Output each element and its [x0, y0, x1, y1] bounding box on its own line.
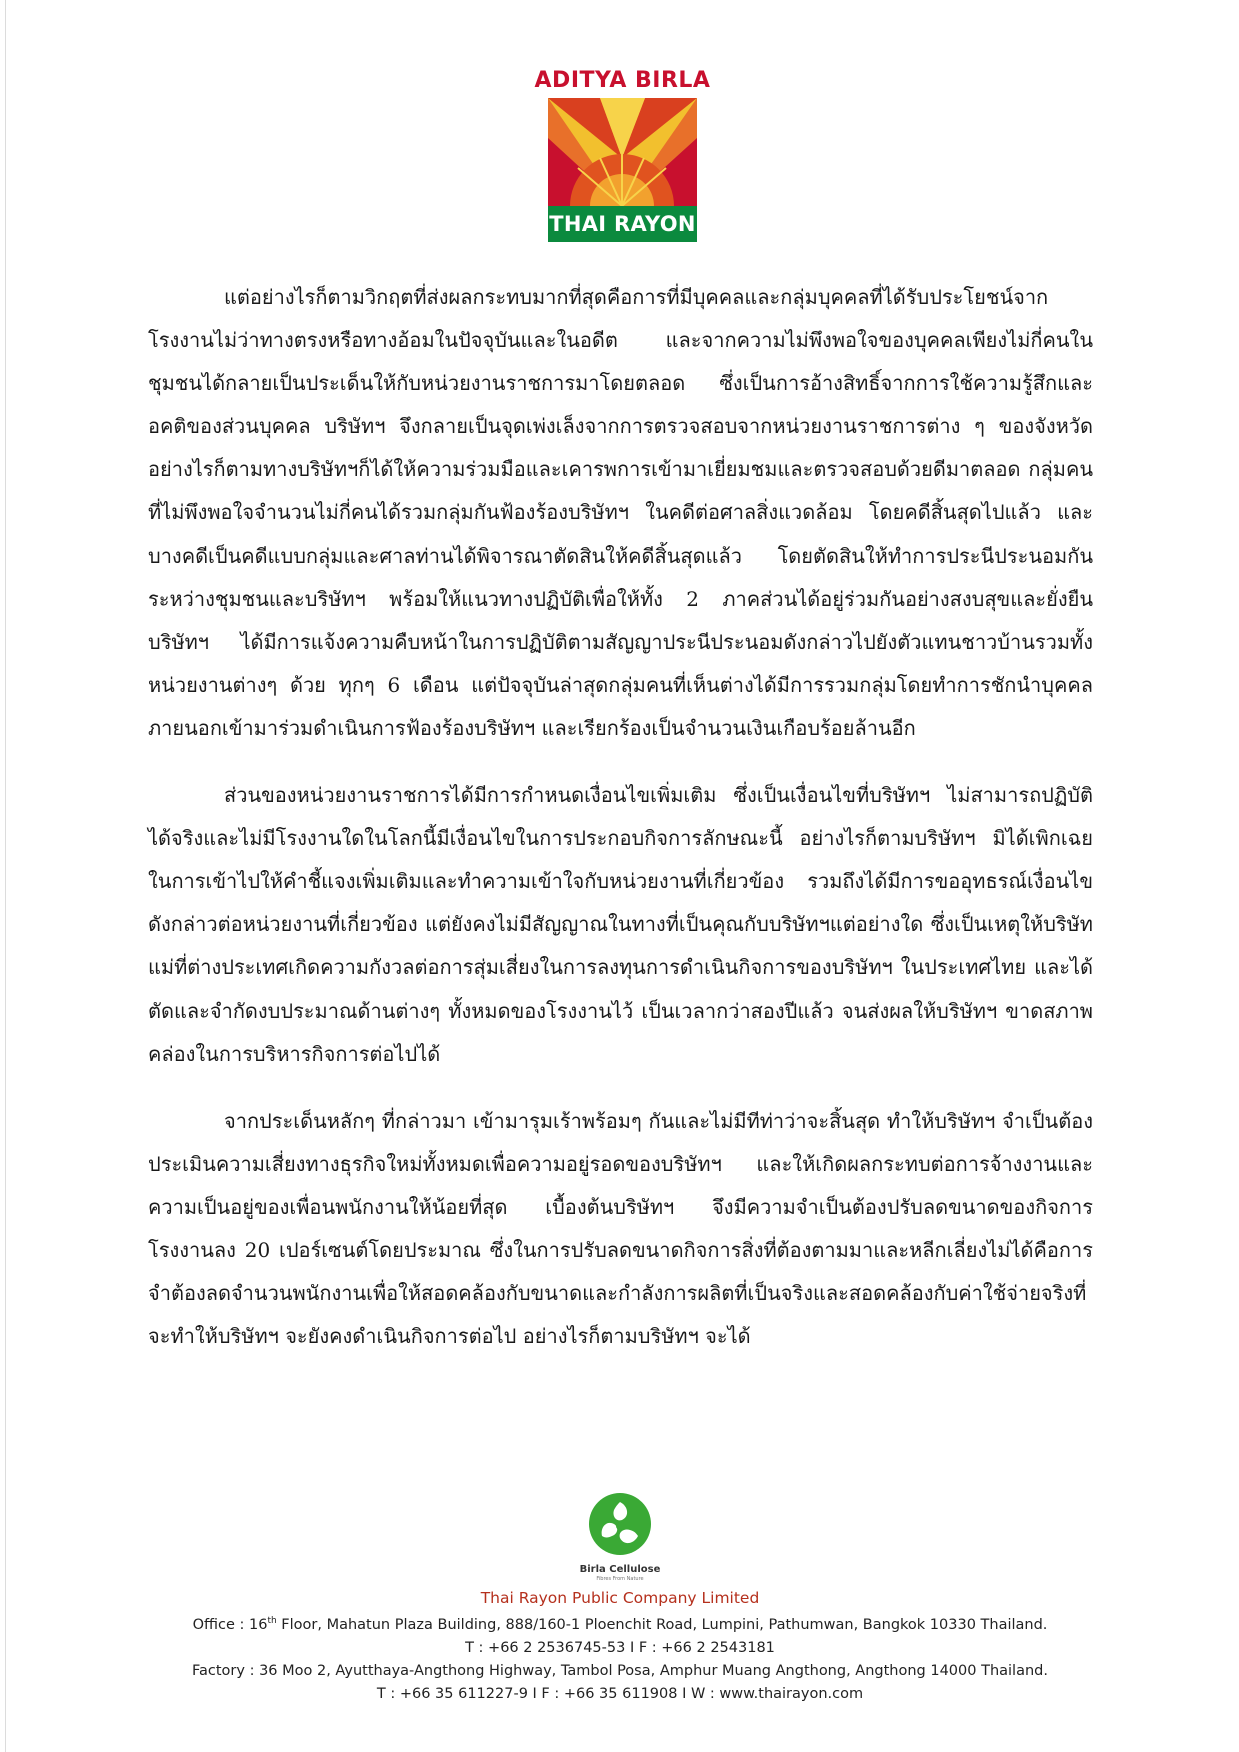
office-address-rest: Floor, Mahatun Plaza Building, 888/160-1 Ploenchit Road, Lumpini, Pathumwan, Bangkok 10330 Thailand.	[276, 1616, 1048, 1633]
logo-top-text: ADITYA BIRLA	[534, 68, 711, 93]
factory-phone: T : +66 35 611227-9 I F : +66 35 611908 I W : www.thairayon.com	[376, 1685, 864, 1702]
letterhead-footer	[100, 1586, 1140, 1706]
factory-address: Factory : 36 Moo 2, Ayutthaya-Angthong Highway, Tambol Posa, Amphur Muang Angthong, Angthong 14000 Thailand.	[192, 1662, 1048, 1679]
cellulose-tagline: Fibres From Nature	[596, 1576, 644, 1582]
office-floor-suffix: th	[267, 1616, 277, 1626]
paragraph-2: ส่วนของหน่วยงานราชการได้มีการกำหนดเงื่อนไขเพิ่มเติม ซึ่งเป็นเงื่อนไขที่บริษัทฯ ไม่สามารถปฏิบัติได้จริงและไม่มีโรงงานใดในโลกนี้มีเงื่อนไขในการประกอบกิจการลักษณะนี้ อย่างไรก็ตามบริษัทฯ มิได้เพิกเฉยในการเข้าไปให้คำชี้แจงเพิ่มเติมและทำความเข้าใจกับหน่วยงานที่เกี่ยวข้อง รวมถึงได้มีการขออุทธรณ์เงื่อนไขดังกล่าวต่อหน่วยงานที่เกี่ยวข้อง แต่ยังคงไม่มีสัญญาณในทางที่เป็นคุณกับบริษัทฯแต่อย่างใด ซึ่งเป็นเหตุให้บริษัทแม่ที่ต่างประเทศเกิดความกังวลต่อการสุ่มเสี่ยงในการลงทุนการดำเนินกิจการของบริษัทฯ ในประเทศไทย และได้ตัดและจำกัดงบประมาณด้านต่างๆ ทั้งหมดของโรงงานไว้ เป็นเวลากว่าสองปีแล้ว จนส่งผลให้บริษัทฯ ขาดสภาพคล่องในการบริหารกิจการต่อไปได้	[148, 783, 1093, 1066]
aditya-birla-sunburst-icon	[548, 98, 697, 206]
scan-edge	[5, 0, 6, 1752]
cellulose-name: Birla Cellulose	[579, 1564, 661, 1575]
office-address	[100, 1610, 1140, 1637]
office-phone: T : +66 2 2536745-53 I F : +66 2 2543181	[465, 1639, 775, 1656]
paragraph-1: แต่อย่างไรก็ตามวิกฤตที่ส่งผลกระทบมากที่สุดคือการที่มีบุคคลและกลุ่มบุคคลที่ได้รับประโยชน์จากโรงงานไม่ว่าทางตรงหรือทางอ้อมในปัจจุบันและในอดีต และจากความไม่พึงพอใจของบุคคลเพียงไม่กี่คนในชุมชนได้กลายเป็นประเด็นให้กับหน่วยงานราชการมาโดยตลอด ซึ่งเป็นการอ้างสิทธิ์จากการใช้ความรู้สึกและอคติของส่วนบุคคล บริษัทฯ จึงกลายเป็นจุดเพ่งเล็งจากการตรวจสอบจากหน่วยงานราชการต่าง ๆ ของจังหวัด อย่างไรก็ตามทางบริษัทฯก็ได้ให้ความร่วมมือและเคารพการเข้ามาเยี่ยมชมและตรวจสอบด้วยดีมาตลอด กลุ่มคนที่ไม่พึงพอใจจำนวนไม่กี่คนได้รวมกลุ่มกันฟ้องร้องบริษัทฯ ในคดีต่อศาลสิ่งแวดล้อม โดยคดีสิ้นสุดไปแล้ว และบางคดีเป็นคดีแบบกลุ่มและศาลท่านได้พิจารณาตัดสินให้คดีสิ้นสุดแล้ว โดยตัดสินให้ทำการประนีประนอมกันระหว่างชุมชนและบริษัทฯ พร้อมให้แนวทางปฏิบัติเพื่อให้ทั้ง 2 ภาคส่วนได้อยู่ร่วมกันอย่างสงบสุขและยั่งยืน บริษัทฯ ได้มีการแจ้งความคืบหน้าในการปฏิบัติตามสัญญาประนีประนอมดังกล่าวไปยังตัวแทนชาวบ้านรวมทั้งหน่วยงานต่างๆ ด้วย ทุกๆ 6 เดือน แต่ปัจจุบันล่าสุดกลุ่มคนที่เห็นต่างได้มีการรวมกลุ่มโดยทำการชักนำบุคคลภายนอกเข้ามาร่วมดำเนินการฟ้องร้องบริษัทฯ และเรียกร้องเป็นจำนวนเงินเกือบร้อยล้านอีก	[148, 285, 1093, 740]
paragraph-3: จากประเด็นหลักๆ ที่กล่าวมา เข้ามารุมเร้าพร้อมๆ กันและไม่มีทีท่าว่าจะสิ้นสุด ทำให้บริษัทฯ จำเป็นต้องประเมินความเสี่ยงทางธุรกิจใหม่ทั้งหมดเพื่อความอยู่รอดของบริษัทฯ และให้เกิดผลกระทบต่อการจ้างงานและความเป็นอยู่ของเพื่อนพนักงานให้น้อยที่สุด เบื้องต้นบริษัทฯ จึงมีความจำเป็นต้องปรับลดขนาดของกิจการ โรงงานลง 20 เปอร์เซนต์โดยประมาณ ซึ่งในการปรับลดขนาดกิจการสิ่งที่ต้องตามมาและหลีกเลี่ยงไม่ได้คือการจำต้องลดจำนวนพนักงานเพื่อให้สอดคล้องกับขนาดและกำลังการผลิตที่เป็นจริงและสอดคล้องกับค่าใช้จ่ายจริงที่จะทำให้บริษัทฯ จะยังคงดำเนินกิจการต่อไป อย่างไรก็ตามบริษัทฯ จะได้	[148, 1108, 1093, 1349]
aditya-birla-logo	[534, 66, 711, 242]
logo-bottom-text: THAI RAYON	[548, 206, 697, 242]
letter-body	[148, 276, 1093, 1382]
office-address-prefix: Office : 16	[192, 1616, 268, 1633]
birla-cellulose-leaf-icon	[588, 1492, 652, 1556]
birla-cellulose-logo	[570, 1492, 670, 1583]
company-name: Thai Rayon Public Company Limited	[480, 1589, 760, 1607]
